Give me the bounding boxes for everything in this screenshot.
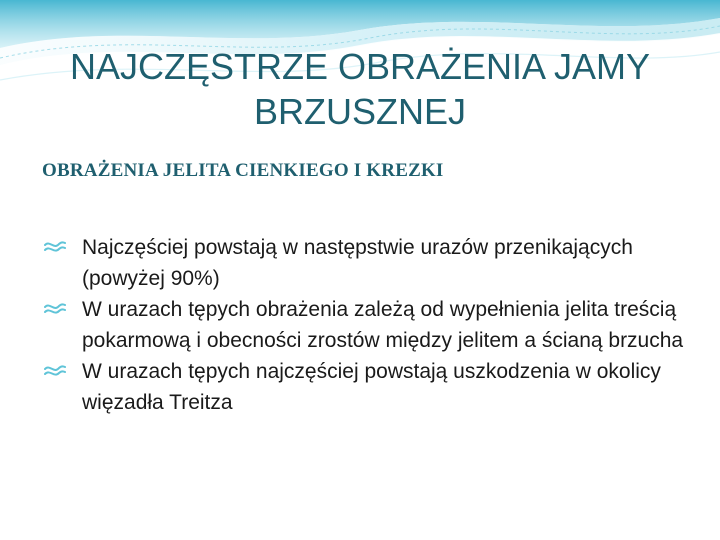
wave-bullet-icon — [44, 363, 66, 379]
bullet-text: W urazach tępych obrażenia zależą od wypełnienia jelita treścią pokarmową i obecności zrostów między jelitem a ścianą brzucha — [82, 298, 684, 352]
slide-subtitle: OBRAŻENIA JELITA CIENKIEGO I KREZKI — [42, 160, 444, 181]
bullet-item — [44, 356, 684, 418]
bullet-item — [44, 294, 684, 356]
bullet-text: W urazach tępych najczęściej powstają uszkodzenia w okolicy więzadła Treitza — [82, 360, 661, 414]
slide-title: NAJCZĘSTRZE OBRAŻENIA JAMY BRZUSZNEJ — [69, 46, 651, 132]
bullet-text: Najczęściej powstają w następstwie urazów przenikających (powyżej 90%) — [82, 236, 633, 290]
bullet-item — [44, 232, 684, 294]
wave-bullet-icon — [44, 239, 66, 255]
wave-bullet-icon — [44, 301, 66, 317]
bullet-list — [44, 232, 684, 418]
